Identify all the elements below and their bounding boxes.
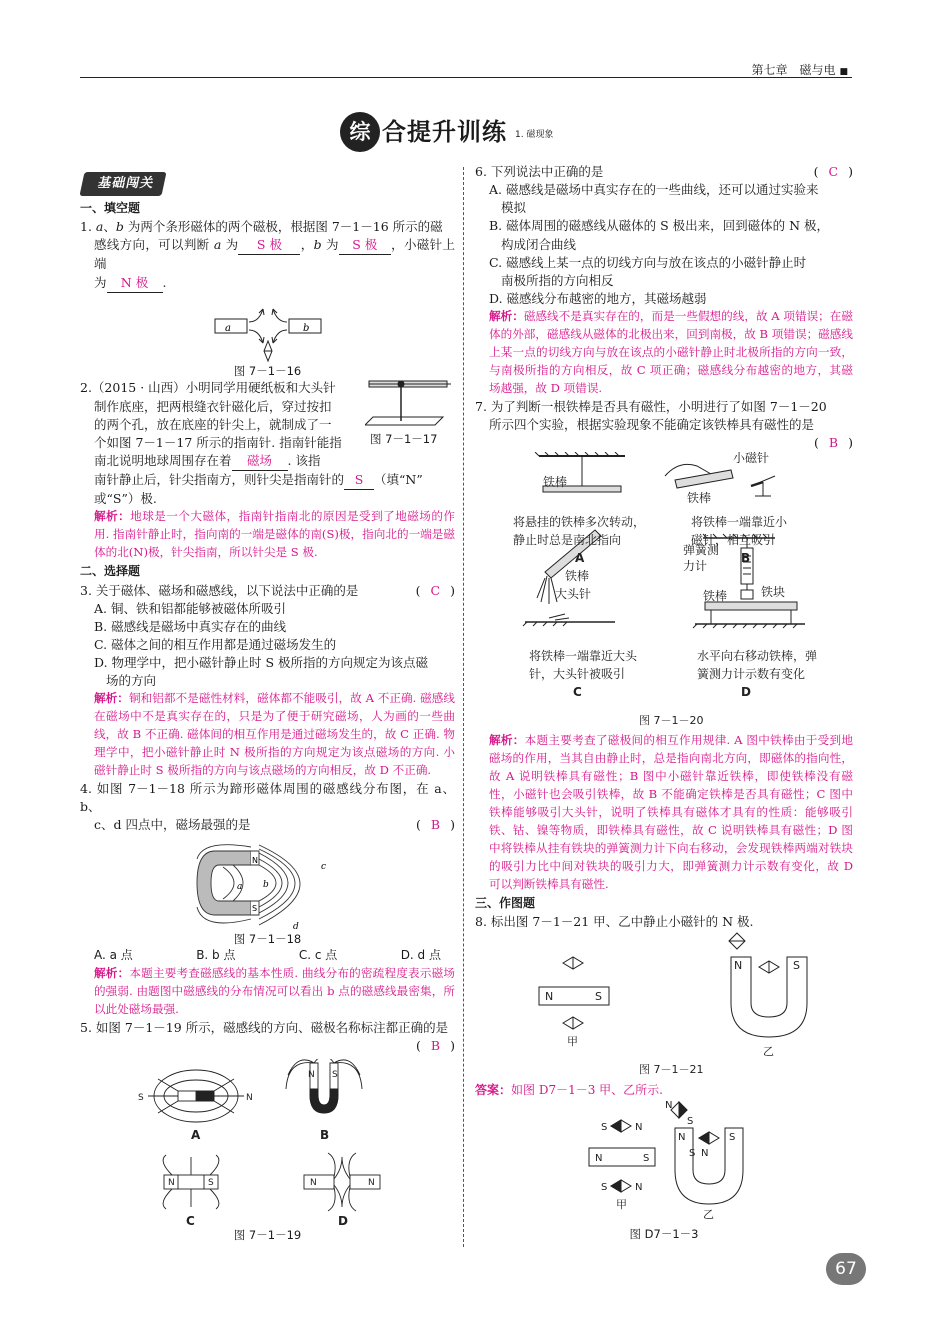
d7-s-bar: S <box>643 1153 650 1165</box>
fig18-d: d <box>292 921 299 931</box>
figure-7-1-21 <box>475 931 853 1081</box>
fig19-label-c: C <box>185 1213 195 1227</box>
q1-t: 感线方向，可以判断 <box>94 237 214 253</box>
q1-num: 1. <box>80 219 96 235</box>
answer-label: 答案： <box>475 1083 512 1098</box>
figB-text-2: 磁针，相互吸引 <box>691 533 776 548</box>
q6-option-b: B. 磁体周围的磁感线从磁体的 S 极出来，回到磁体的 N 极， <box>489 218 830 234</box>
q1-answer-2: S 极 <box>339 236 391 255</box>
q3-analysis <box>80 690 455 780</box>
fig19-n2: N <box>307 1069 315 1080</box>
q1-var: a <box>213 237 222 253</box>
fig21-s2: S <box>793 959 800 973</box>
fig21-s: S <box>595 990 602 1004</box>
q4-bracket: ( B ) <box>416 817 455 833</box>
q1-t: 为 <box>94 274 107 290</box>
q3-bracket: ( C ) <box>415 582 455 598</box>
figB-label-1: 小磁针 <box>733 452 770 466</box>
figure-7-1-17 <box>365 373 455 427</box>
caption-7-1-16: 图 7－1－16 <box>233 363 302 378</box>
q4-option-c: C. c 点 <box>298 948 338 963</box>
question-3 <box>80 582 455 600</box>
section-choice: 二、选择题 <box>80 564 141 579</box>
q2-line6 <box>80 471 455 490</box>
fig19-label-a: A <box>190 1127 200 1142</box>
q2-line2: 制作底座，把两根缝衣针磁化后，穿过按扣 <box>94 398 332 414</box>
column-divider <box>463 167 464 1247</box>
analysis-label: 解析： <box>94 691 129 706</box>
q6-option-b-cont: 构成闭合曲线 <box>501 236 577 252</box>
d7-n-1: N <box>635 1122 643 1134</box>
q4-option-d: D. d 点 <box>400 948 441 963</box>
question-5-line2 <box>80 1037 455 1055</box>
q1-t: 为两个条形磁体的两个磁极，根据图 7－1－16 所示的磁 <box>123 219 443 235</box>
fig19-label-d: D <box>337 1213 348 1227</box>
analysis-label: 解析： <box>489 733 525 748</box>
q5-bracket: ( B ) <box>416 1037 455 1053</box>
title-main: 合提升训练 <box>382 117 507 146</box>
title-circle: 综 <box>340 112 380 152</box>
q7-answer: B <box>828 435 839 451</box>
q8-answer <box>475 1081 853 1100</box>
figB-letter: B <box>741 551 751 566</box>
fig21-n: N <box>545 990 554 1004</box>
figA-text-1: 将悬挂的铁棒多次转动， <box>513 515 646 530</box>
q5-answer: B <box>430 1037 441 1053</box>
section-fill-blank: 一、填空题 <box>80 200 141 215</box>
q3-option-c: C. 磁体之间的相互作用都是通过磁场发生的 <box>94 636 337 652</box>
d7-yi: 乙 <box>703 1208 714 1222</box>
caption-7-1-18: 图 7－1－18 <box>233 931 302 946</box>
question-6 <box>475 163 853 181</box>
figD-label-1: 弹簧测 <box>683 543 720 558</box>
title-sub: 1. 磁现象 <box>515 130 554 141</box>
figD-label-2: 力计 <box>683 559 708 574</box>
question-7-line3 <box>475 434 853 452</box>
question-1 <box>80 218 455 236</box>
fig18-a: a <box>236 881 242 892</box>
question-2 <box>80 379 455 508</box>
d7-s-1: S <box>601 1122 608 1134</box>
q1-t: 为 <box>321 237 339 253</box>
fig21-n2: N <box>734 959 743 973</box>
q2-analysis <box>80 508 455 562</box>
figA-text-2: 静止时总是南北指向 <box>513 533 622 548</box>
q1-t: . <box>162 274 167 290</box>
analysis-label: 解析： <box>94 965 130 980</box>
q6-bracket: ( C ) <box>813 164 853 179</box>
q2-analysis-text: 地球是一个大磁体，指南针指南北的原因是受到了地磁场的作用. 指南针静止时，指向南的一端是磁体的南(S)极，指向北的一端是磁体的北(N)极，针尖指南，所以针尖是 S 极. <box>94 509 455 560</box>
figD-label-3: 铁棒 <box>703 589 728 604</box>
q4-analysis-text: 本题主要考查磁感线的基本性质. 曲线分布的密疏程度表示磁场的强弱. 由题图中磁感线的分布情况可以看出 b 点的磁感线最密集，所以此处磁场最强. <box>94 965 455 1016</box>
question-7: 7. 为了判断一根铁棒是否具有磁性，小明进行了如图 7－1－20 <box>475 398 827 414</box>
caption-7-1-20: 图 7－1－20 <box>639 714 704 728</box>
fig21-jia: 甲 <box>567 1035 578 1049</box>
fig19-n5: N <box>367 1177 375 1188</box>
d7-s-n: S <box>689 1148 696 1160</box>
question-8: 8. 标出图 7－1－21 甲、乙中静止小磁针的 N 极. <box>475 914 754 930</box>
q1-t: ， <box>300 237 314 253</box>
q6-option-d: D. 磁感线分布越密的地方，其磁场越弱 <box>489 290 707 306</box>
q2-t: . 该指 <box>287 452 321 468</box>
fig16-a: a <box>224 322 231 334</box>
figD-text-1: 水平向右移动铁棒，弹 <box>697 649 818 664</box>
figC-text-1: 将铁棒一端靠近大头 <box>529 649 638 664</box>
level-badge: 基础闯关 <box>79 172 166 196</box>
fig19-n4: N <box>309 1177 317 1188</box>
figure-d7-1-3 <box>475 1100 853 1226</box>
q6-analysis <box>475 308 853 398</box>
q4-stem: c、d 四点中，磁场最强的是 <box>94 817 251 833</box>
q4-option-b: B. b 点 <box>196 948 236 963</box>
q1-var: b <box>313 237 322 253</box>
d7-n-u: N <box>678 1132 686 1144</box>
figure-7-1-19 <box>138 1059 398 1227</box>
q2-t: （填“N” <box>374 472 423 488</box>
q3-stem: 3. 关于磁体、磁场和磁感线，以下说法中正确的是 <box>80 582 359 598</box>
q1-answer-3: N 极 <box>107 274 163 293</box>
fig21-yi: 乙 <box>763 1045 774 1059</box>
q4-answer: B <box>430 817 441 833</box>
q3-option-d: D. 物理学中，把小磁针静止时 S 极所指的方向规定为该点磁 <box>94 655 429 671</box>
q2-line3: 的两个孔，放在底座的针尖上，就制成了一 <box>94 416 332 432</box>
q3-option-a: A. 铜、铁和铝都能够被磁体所吸引 <box>94 600 286 616</box>
figure-7-1-18 <box>193 839 343 931</box>
analysis-label: 解析： <box>489 309 524 323</box>
question-7-line2: 所示四个实验，根据实验现象不能确定该铁棒具有磁性的是 <box>489 416 815 432</box>
d7-s-2: S <box>601 1182 608 1194</box>
d7-jia: 甲 <box>616 1198 627 1212</box>
question-4-line2 <box>80 816 455 834</box>
q4-option-a: A. a 点 <box>94 948 133 963</box>
fig16-b: b <box>302 322 309 334</box>
figD-label-4: 铁块 <box>761 585 786 600</box>
d7-n-top: N <box>665 1100 673 1112</box>
figD-text-2: 簧测力计示数有变化 <box>697 667 806 682</box>
fig18-n: N <box>251 855 258 865</box>
question-5: 5. 如图 7－1－19 所示，磁感线的方向、磁极名称标注都正确的是 <box>80 1019 449 1035</box>
q2-line4: 个如图 7－1－17 所示的指南针. 指南针能指 <box>94 434 342 450</box>
fig18-c: c <box>320 861 326 872</box>
figA-label: 铁棒 <box>543 475 568 490</box>
q6-option-a: A. 磁感线是磁场中真实存在的一些曲线，还可以通过实验来 <box>489 182 819 198</box>
q6-option-c: C. 磁感线上某一点的切线方向与放在该点的小磁针静止时 <box>489 254 807 270</box>
caption-7-1-17: 图 7－1－17 <box>370 432 438 447</box>
figD-letter: D <box>741 685 751 700</box>
fig19-s2: S <box>331 1069 338 1080</box>
figC-label-1: 铁棒 <box>565 569 590 584</box>
fig19-s: S <box>137 1092 144 1103</box>
q1-var-b: b <box>115 219 124 235</box>
q1-t: ，小磁针上端 <box>94 237 455 272</box>
d7-s-u: S <box>729 1132 736 1144</box>
left-column <box>80 172 455 1243</box>
fig19-s3: S <box>207 1177 214 1188</box>
right-column <box>475 163 853 1243</box>
figC-label-2: 大头针 <box>555 587 592 602</box>
q7-analysis-text: 本题主要考查了磁极间的相互作用规律. A 图中铁棒由于受到地磁场的作用，当其自由静止时，总是指向南北方向，即磁体的指向性，故 A 说明铁棒具有磁性；B 图中小磁针靠近铁棒，即使铁棒没有磁性，小磁针也会吸引铁棒，故 B 不能确定铁棒是否具有磁性；C 图中铁棒能够吸引大头针，说明了铁棒具有磁体才具有的性质：能够吸引铁、钴、镍等物质，即铁棒具有磁性，故 C 说明铁棒具有磁性；D 图中将铁棒从挂有铁块的弹簧测力计下向右移动，会发现铁棒两端对铁块的吸引力比中间对铁块的吸引力大，即弹簧测力计示数有变化，故 D 可以判断铁棒具有磁性. <box>489 733 853 891</box>
q2-answer-1: 磁场 <box>232 452 288 471</box>
figB-label-2: 铁棒 <box>687 491 712 506</box>
q4-options <box>80 947 455 964</box>
q6-answer: C <box>828 164 839 179</box>
q6-option-a-cont: 模拟 <box>501 200 527 216</box>
question-1-line3 <box>80 274 455 293</box>
caption-7-1-19: 图 7－1－19 <box>233 1227 302 1242</box>
d7-n-bar: N <box>595 1153 603 1165</box>
question-1-line2 <box>80 236 455 273</box>
caption-d7-1-3: 图 D7－1－3 <box>629 1227 699 1242</box>
figC-letter: C <box>573 685 582 700</box>
fig18-b: b <box>262 879 269 890</box>
q3-analysis-text: 铜和铝都不是磁性材料，磁体都不能吸引，故 A 不正确. 磁感线在磁场中不是真实存在的，只是为了便于研究磁场，人为画的一些曲线，故 B 不正确. 磁体间的相互作用是通过磁场发生的，故 C 正确. 物理学中，把小磁针静止时 N 极所指的方向规定为该点磁场的方向. 小磁针静止时 S 极所指的方向与该点磁场的方向相反，故 D 不正确. <box>94 691 455 778</box>
chapter-title: 第七章 磁与电 ■ <box>751 62 848 79</box>
q3-option-d-cont: 场的方向 <box>106 673 157 689</box>
fig18-s: S <box>251 903 257 913</box>
q3-option-b: B. 磁感线是磁场中真实存在的曲线 <box>94 618 287 634</box>
q6-option-c-cont: 南极所指的方向相反 <box>501 272 614 288</box>
section-drawing: 三、作图题 <box>475 895 536 910</box>
question-4: 4. 如图 7－1－18 所示为蹄形磁体周围的磁感线分布图，在 a、b、 <box>80 781 455 815</box>
fig19-n: N <box>245 1092 253 1103</box>
q1-answer-1: S 极 <box>238 236 300 255</box>
caption-7-1-21: 图 7－1－21 <box>639 1063 704 1077</box>
d7-s-top: S <box>687 1116 694 1128</box>
q6-stem: 6. 下列说法中正确的是 <box>475 164 604 179</box>
q1-t: 为 <box>221 237 239 253</box>
page-number: 67 <box>826 1253 866 1285</box>
figA-letter: A <box>575 551 585 566</box>
analysis-label: 解析： <box>94 509 131 524</box>
d7-n-2: N <box>635 1182 643 1194</box>
q4-analysis <box>80 965 455 1019</box>
q2-t: 南针静止后，针尖指南方，则针尖是指南针的 <box>94 472 345 488</box>
fig19-label-b: B <box>319 1127 329 1142</box>
figure-7-1-20 <box>475 452 853 732</box>
q2-line1: 2.（2015 · 山西）小明同学用硬纸板和大头针 <box>80 380 336 396</box>
fig19-n3: N <box>167 1177 175 1188</box>
figC-text-2: 针，大头针被吸引 <box>529 667 626 682</box>
q8-answer-text: 如图 D7－1－3 甲、乙所示. <box>511 1083 663 1098</box>
figB-text-1: 将铁棒一端靠近小 <box>691 515 788 530</box>
page-header <box>80 62 852 78</box>
d7-n-n: N <box>701 1148 709 1160</box>
q1-var-a: a <box>95 219 104 235</box>
q2-line7: 或“S”）极. <box>94 491 157 507</box>
figure-7-1-16 <box>213 297 323 363</box>
section-title <box>340 112 553 152</box>
q2-answer-2: S <box>344 471 374 490</box>
q3-answer: C <box>430 582 441 598</box>
q7-bracket: ( B ) <box>814 435 853 451</box>
q2-t: 南北说明地球周围存在着 <box>94 452 232 468</box>
q2-line5 <box>80 452 455 471</box>
q7-analysis <box>475 732 853 894</box>
q6-analysis-text: 磁感线不是真实存在的，而是一些假想的线，故 A 项错误；在磁体的外部，磁感线从磁体的北极出来，回到南极，故 B 项错误；磁感线上某一点的切线方向与放在该点的小磁针静止时北极所指的方向一致，与南极所指的方向相反，故 C 项正确；磁感线分布越密的地方，其磁场越强，故 D 项错误. <box>489 309 853 395</box>
q1-t: 、 <box>103 219 116 235</box>
